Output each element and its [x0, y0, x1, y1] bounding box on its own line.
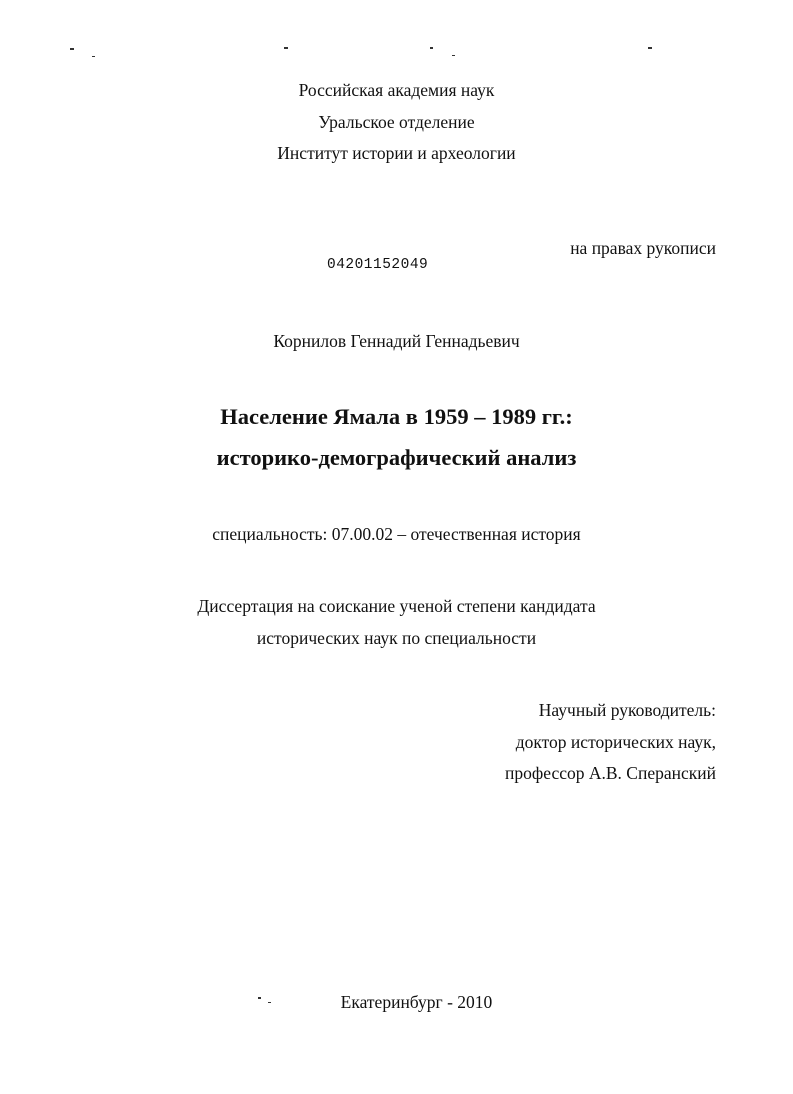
manuscript-note: на правах рукописи [570, 238, 716, 258]
scan-speck [284, 47, 288, 49]
dissertation-title-line-1: Население Ямала в 1959 – 1989 гг.: [220, 404, 573, 429]
scan-speck [452, 55, 455, 56]
dissertation-statement-line-2: исторических наук по специальности [256, 628, 537, 648]
author-name: Корнилов Геннадий Геннадьевич [273, 331, 520, 351]
registration-number: 04201152049 [327, 257, 429, 273]
dissertation-statement-line-1: Диссертация на соискание ученой степени кандидата [197, 596, 596, 616]
supervisor-name: профессор А.В. Сперанский [505, 763, 716, 783]
institute-name: Институт истории и археологии [277, 143, 516, 163]
supervisor-degree: доктор исторических наук, [515, 732, 716, 752]
city-year: Екатеринбург - 2010 [340, 992, 493, 1012]
scan-speck [70, 48, 74, 50]
branch-name: Уральское отделение [318, 112, 475, 132]
academy-name: Российская академия наук [298, 80, 495, 100]
scan-speck [430, 47, 433, 49]
scan-speck [92, 56, 95, 57]
dissertation-title-line-2: историко-демографический анализ [216, 445, 577, 470]
specialty: специальность: 07.00.02 – отечественная история [212, 524, 581, 544]
scan-speck [648, 47, 652, 49]
supervisor-label: Научный руководитель: [538, 700, 716, 720]
